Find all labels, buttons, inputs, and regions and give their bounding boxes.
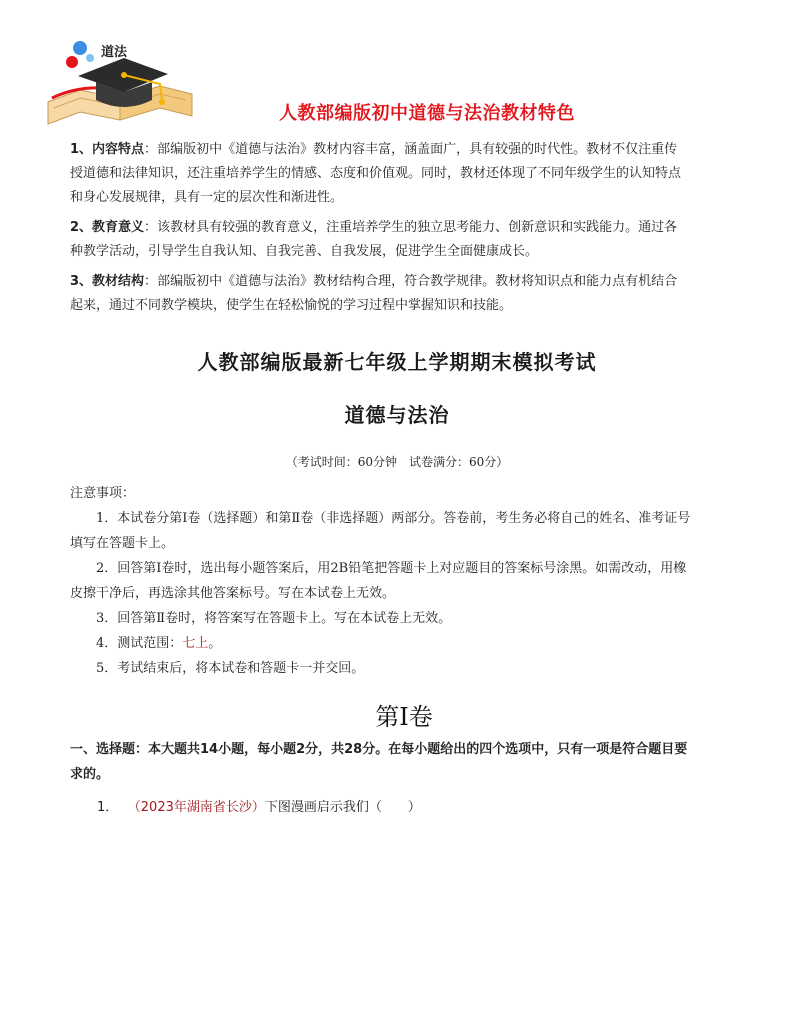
question-stem: 下图漫画启示我们（ ）: [264, 800, 421, 815]
intro-sep: ：: [144, 220, 158, 235]
intro-text: 部编版初中《道德与法治》教材内容丰富，涵盖面广，具有较强的时代性。教材不仅注重传授道德和法律知识，还注重培养学生的情感、态度和价值观。同时，教材还体现了不同年级学生的认知特点和身心发展规律，具有一定的层次性和渐进性。: [70, 142, 682, 205]
intro-sep: ：: [144, 274, 158, 289]
intro-paragraph-1: [70, 138, 690, 210]
question-1: [97, 795, 697, 820]
section-title: 第Ⅰ卷: [375, 703, 433, 731]
notes-heading: 注意事项：: [70, 486, 136, 501]
note-item-4-prefix: 4．测试范围：: [96, 636, 183, 651]
note-item-2: 2．回答第Ⅰ卷时，选出每小题答案后，用2B铅笔把答题卡上对应题目的答案标号涂黑。如需改动，用橡皮擦干净后，再选涂其他答案标号。写在本试卷上无效。: [70, 561, 687, 601]
note-item-5: 5．考试结束后，将本试卷和答题卡一并交回。: [96, 661, 365, 676]
intro-text: 该教材具有较强的教育意义，注重培养学生的独立思考能力、创新意识和实践能力。通过各种教学活动，引导学生自我认知、自我完善、自我发展，促进学生全面健康成长。: [70, 220, 678, 259]
intro-label: 2、教育意义: [70, 220, 145, 235]
intro-text: 部编版初中《道德与法治》教材结构合理，符合教学规律。教材将知识点和能力点有机结合起来，通过不同教学模块，使学生在轻松愉悦的学习过程中掌握知识和技能。: [70, 274, 678, 313]
question-number: 1．: [97, 800, 119, 815]
subject-title: 道德与法治: [344, 403, 450, 427]
intro-paragraph-3: [70, 270, 690, 318]
intro-label: 3、教材结构: [70, 274, 145, 289]
part1-instructions: 一、选择题：本大题共14小题，每小题2分，共28分。在每小题给出的四个选项中，只有一项是符合题目要求的。: [70, 742, 688, 782]
test-scope-value: 七上: [182, 636, 209, 651]
note-item-4-suffix: 。: [208, 636, 222, 651]
exam-info: （考试时间：60分钟 试卷满分：60分）: [285, 455, 509, 469]
note-item-3: 3．回答第Ⅱ卷时，将答案写在答题卡上。写在本试卷上无效。: [96, 611, 452, 626]
intro-label: 1、内容特点: [70, 142, 145, 157]
subject-tag: 道法: [101, 45, 128, 60]
intro-section: [70, 138, 690, 324]
intro-paragraph-2: [70, 216, 690, 264]
notes-section: [70, 481, 694, 681]
note-item-1: 1．本试卷分第Ⅰ卷（选择题）和第Ⅱ卷（非选择题）两部分。答卷前，考生务必将自己的姓名、准考证号填写在答题卡上。: [70, 511, 691, 551]
header-title: 人教部编版初中道德与法治教材特色: [279, 103, 575, 124]
note-item-4: [70, 631, 694, 656]
intro-sep: ：: [144, 142, 158, 157]
exam-title: 人教部编版最新七年级上学期期末模拟考试: [197, 350, 597, 374]
question-source: （2023年湖南省长沙）: [134, 800, 265, 815]
